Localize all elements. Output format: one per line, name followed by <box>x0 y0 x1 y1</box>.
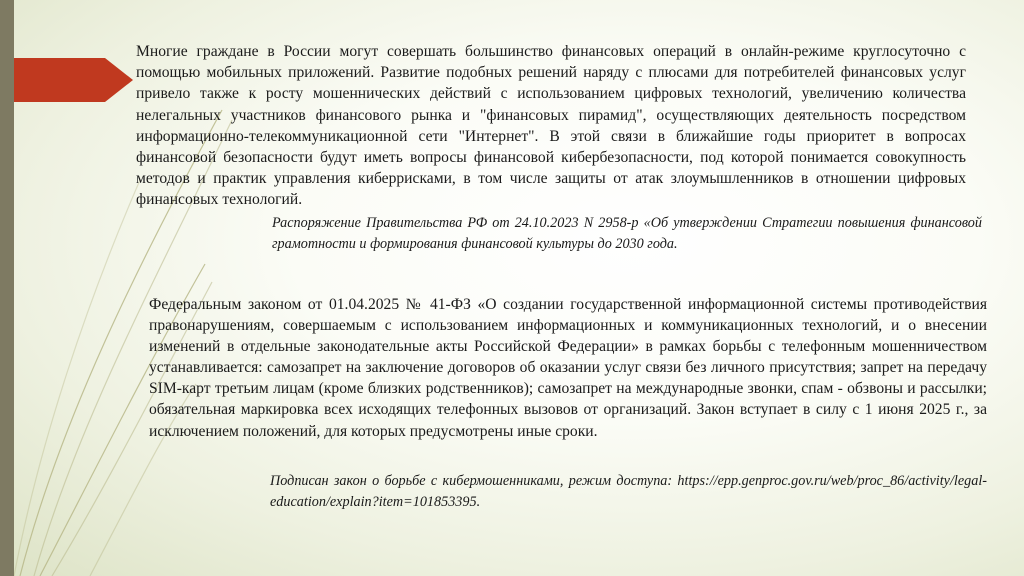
paragraph-federal-law: Федеральным законом от 01.04.2025 № 41-ФЗ «О создании государственной информационной системы противодействия правонарушениям, совершаемым с использованием информационных и коммуникационных технологий, и о внесении изменений в отдельные законодательные акты Российской Федерации» в рамках борьбы с телефонным мошенничеством устанавливается: самозапрет на заключение договоров об оказании услуг связи без личного присутствия; запрет на передачу SIM-карт третьим лицам (кроме близких родственников); самозапрет на международные звонки, спам - обзвоны и рассылки; обязательная маркировка всех исходящих телефонных вызовов от организаций. Закон вступает в силу с 1 июня 2025 г., за исключением положений, для которых предусмотрены иные сроки. <box>149 296 987 440</box>
paragraph-financial-security: Многие граждане в России могут совершать большинство финансовых операций в онлайн-режиме круглосуточно с помощью мобильных приложений. Развитие подобных решений наряду с плюсами для потребителей финансовых услуг привело также к росту мошеннических действий с использованием цифровых технологий, увеличению количества нелегальных участников финансового рынка и "финансовых пирамид", осуществляющих деятельность посредством информационно-телекоммуникационной сети "Интернет". В этой связи в ближайшие годы приоритет в вопросах финансовой безопасности будут иметь вопросы финансовой кибербезопасности, под которой понимается совокупность методов и практик управления киберрисками, в том числе защиты от атак злоумышленников в отношении цифровых финансовых технологий. <box>136 43 966 209</box>
red-arrow-shape <box>14 58 133 102</box>
source-government-order: Распоряжение Правительства РФ от 24.10.2023 N 2958-р «Об утверждении Стратегии повышения финансовой грамотности и формирования финансовой культуры до 2030 года. <box>272 215 982 252</box>
left-accent-bar <box>0 0 14 576</box>
source-law-signed: Подписан закон о борьбе с кибермошенниками, режим доступа: https://epp.genproc.gov.ru/web/proc_86/activity/legal-education/explain?item=101853395. <box>270 473 987 510</box>
